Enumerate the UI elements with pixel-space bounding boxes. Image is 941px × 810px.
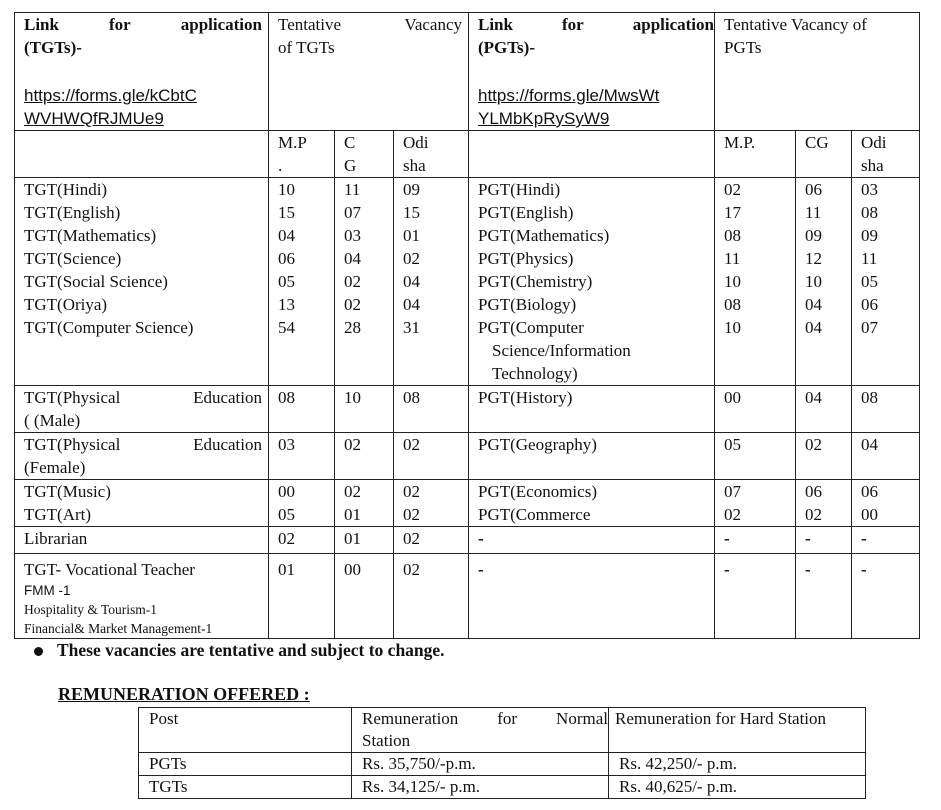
tgt-link-label: Link for application: [24, 15, 262, 34]
table-row: TGT- Vocational Teacher FMM -1 Hospitality & Tourism-1 Financial& Market Management-1 01 00 02 - - - -: [15, 554, 920, 639]
pgt-link-cell: Link for application (PGTs)- https://forms.gle/MwsWt YLMbKpRySyW9: [469, 13, 715, 131]
pgt-link-label: Link for application: [478, 15, 714, 34]
col-odisha: Odi sha: [394, 131, 469, 178]
vacancy-table: [14, 12, 920, 639]
pgt-vacancy-title: Tentative Vacancy of PGTs: [715, 13, 920, 131]
table-row: TGT(Physical Education ( (Male) 08 10 08 PGT(History) 00 04 08: [15, 386, 920, 433]
tgt-link-cell: Link for application (TGTs)- https://forms.gle/kCbtC WVHWQfRJMUe9: [15, 13, 269, 131]
tgt-application-link[interactable]: https://forms.gle/kCbtC WVHWQfRJMUe9: [24, 86, 197, 128]
col-cg: CG: [796, 131, 852, 178]
table-row: TGT(Science) 06 04 02 PGT(Physics) 11 12 11: [15, 247, 920, 270]
col-mp: M.P.: [715, 131, 796, 178]
table-row: TGT(Computer Science) 54 28 31 PGT(Computer Science/Information Technology) 10 04 07: [15, 316, 920, 386]
table-row: Librarian 02 01 02 - - - -: [15, 527, 920, 554]
col-cg: C G: [335, 131, 394, 178]
remuneration-header-row: Post Remuneration for Normal Station Remuneration for Hard Station: [139, 708, 866, 753]
table-row: TGT(Hindi) 10 11 09 PGT(Hindi) 02 06 03: [15, 178, 920, 202]
table-row: TGT(Mathematics) 04 03 01 PGT(Mathematics) 08 09 09: [15, 224, 920, 247]
table-row: PGTs Rs. 35,750/-p.m. Rs. 42,250/- p.m.: [139, 753, 866, 776]
remuneration-table: [138, 707, 866, 799]
remuneration-heading: REMUNERATION OFFERED :: [58, 684, 310, 704]
col-odisha: Odi sha: [852, 131, 920, 178]
table-row: TGT(English) 15 07 15 PGT(English) 17 11 08: [15, 201, 920, 224]
tgt-vacancy-title: Tentative Vacancy of TGTs: [269, 13, 469, 131]
table-row: TGT(Art) 05 01 02 PGT(Commerce 02 02 00: [15, 503, 920, 527]
header-row: [15, 13, 920, 131]
table-row: TGT(Social Science) 05 02 04 PGT(Chemistry) 10 10 05: [15, 270, 920, 293]
table-row: TGTs Rs. 34,125/- p.m. Rs. 40,625/- p.m.: [139, 776, 866, 799]
state-header-row: [15, 131, 920, 178]
pgt-application-link[interactable]: https://forms.gle/MwsWt YLMbKpRySyW9: [478, 86, 660, 128]
table-row: TGT(Oriya) 13 02 04 PGT(Biology) 08 04 06: [15, 293, 920, 316]
table-row: TGT(Music) 00 02 02 PGT(Economics) 07 06 06: [15, 480, 920, 504]
table-row: TGT(Physical Education (Female) 03 02 02 PGT(Geography) 05 02 04: [15, 433, 920, 480]
col-mp: M.P .: [269, 131, 335, 178]
bullet-icon: [34, 647, 43, 656]
tentative-note: These vacancies are tentative and subject to change.: [34, 640, 445, 661]
